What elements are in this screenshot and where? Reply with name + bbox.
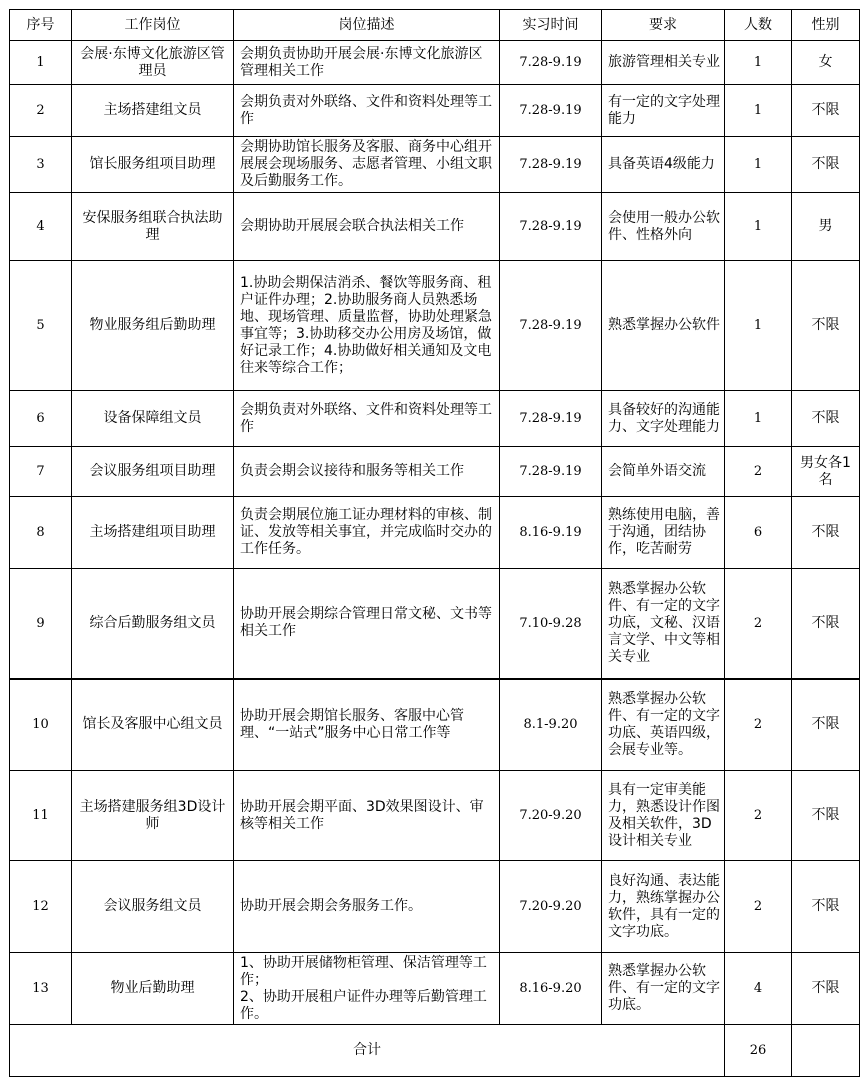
cell-gender: 不限 [792, 679, 860, 771]
cell-position: 主场搭建组项目助理 [72, 497, 234, 569]
cell-position: 馆长及客服中心组文员 [72, 679, 234, 771]
header-cell: 序号 [10, 10, 72, 41]
cell-gender: 不限 [792, 771, 860, 861]
cell-count: 1 [725, 41, 792, 85]
cell-description: 会期负责对外联络、文件和资料处理等工作 [234, 85, 500, 137]
cell-period: 8.16-9.19 [500, 497, 602, 569]
header-cell: 要求 [602, 10, 725, 41]
table-row [10, 861, 860, 953]
cell-count: 2 [725, 861, 792, 953]
cell-position: 会展·东博文化旅游区管理员 [72, 41, 234, 85]
cell-description: 负责会期展位施工证办理材料的审核、制证、发放等相关事宜，并完成临时交办的工作任务。 [234, 497, 500, 569]
cell-position: 综合后勤服务组文员 [72, 569, 234, 679]
cell-number: 4 [10, 193, 72, 261]
cell-gender: 不限 [792, 137, 860, 193]
table-row [10, 569, 860, 679]
cell-requirement: 良好沟通、表达能力，熟练掌握办公软件，具有一定的文字功底。 [602, 861, 725, 953]
cell-period: 7.28-9.19 [500, 193, 602, 261]
cell-period: 7.10-9.28 [500, 569, 602, 679]
cell-position: 设备保障组文员 [72, 391, 234, 447]
table-row [10, 391, 860, 447]
header-cell: 性别 [792, 10, 860, 41]
header-cell: 人数 [725, 10, 792, 41]
table-row [10, 771, 860, 861]
cell-requirement: 旅游管理相关专业 [602, 41, 725, 85]
cell-number: 9 [10, 569, 72, 679]
table-row [10, 953, 860, 1025]
table-row [10, 679, 860, 771]
total-count: 26 [725, 1025, 792, 1077]
cell-position: 馆长服务组项目助理 [72, 137, 234, 193]
cell-description: 协助开展会期平面、3D效果图设计、审核等相关工作 [234, 771, 500, 861]
cell-gender: 不限 [792, 261, 860, 391]
cell-gender: 不限 [792, 497, 860, 569]
cell-gender: 不限 [792, 391, 860, 447]
cell-count: 2 [725, 771, 792, 861]
cell-count: 1 [725, 85, 792, 137]
total-label: 合计 [10, 1025, 725, 1077]
table-row [10, 447, 860, 497]
cell-number: 5 [10, 261, 72, 391]
cell-period: 8.1-9.20 [500, 679, 602, 771]
cell-requirement: 熟悉掌握办公软件 [602, 261, 725, 391]
table-header-row [10, 10, 860, 41]
cell-count: 1 [725, 137, 792, 193]
cell-position: 物业后勤助理 [72, 953, 234, 1025]
table-row [10, 137, 860, 193]
cell-requirement: 熟悉掌握办公软件、有一定的文字功底，文秘、汉语言文学、中文等相关专业 [602, 569, 725, 679]
cell-gender: 不限 [792, 861, 860, 953]
cell-count: 1 [725, 261, 792, 391]
cell-period: 7.20-9.20 [500, 861, 602, 953]
cell-count: 1 [725, 193, 792, 261]
cell-number: 12 [10, 861, 72, 953]
cell-description: 负责会期会议接待和服务等相关工作 [234, 447, 500, 497]
cell-number: 10 [10, 679, 72, 771]
cell-period: 7.28-9.19 [500, 41, 602, 85]
header-cell: 工作岗位 [72, 10, 234, 41]
cell-count: 1 [725, 391, 792, 447]
cell-count: 2 [725, 569, 792, 679]
cell-position: 主场搭建服务组3D设计师 [72, 771, 234, 861]
cell-period: 7.20-9.20 [500, 771, 602, 861]
cell-count: 2 [725, 447, 792, 497]
table-row [10, 85, 860, 137]
cell-description: 1.协助会期保洁消杀、餐饮等服务商、租户证件办理；2.协助服务商人员熟悉场地、现场管理、质量监督，协助处理紧急事宜等；3.协助移交办公用房及场馆，做好记录工作；4.协助做好相关通知及文电往来等综合工作； [234, 261, 500, 391]
total-empty-cell [792, 1025, 860, 1077]
cell-gender: 男女各1名 [792, 447, 860, 497]
cell-position: 会议服务组项目助理 [72, 447, 234, 497]
cell-period: 7.28-9.19 [500, 85, 602, 137]
cell-position: 会议服务组文员 [72, 861, 234, 953]
cell-number: 7 [10, 447, 72, 497]
cell-description: 1、协助开展储物柜管理、保洁管理等工作； 2、协助开展租户证件办理等后勤管理工作。 [234, 953, 500, 1025]
table-row [10, 497, 860, 569]
cell-count: 6 [725, 497, 792, 569]
cell-number: 6 [10, 391, 72, 447]
cell-number: 1 [10, 41, 72, 85]
cell-requirement: 具有一定审美能力，熟悉设计作图及相关软件，3D设计相关专业 [602, 771, 725, 861]
cell-period: 8.16-9.20 [500, 953, 602, 1025]
cell-description: 会期协助馆长服务及客服、商务中心组开展展会现场服务、志愿者管理、小组文职及后勤服务工作。 [234, 137, 500, 193]
cell-requirement: 会使用一般办公软件、性格外向 [602, 193, 725, 261]
cell-requirement: 具备较好的沟通能力、文字处理能力 [602, 391, 725, 447]
header-cell: 实习时间 [500, 10, 602, 41]
header-cell: 岗位描述 [234, 10, 500, 41]
cell-requirement: 有一定的文字处理能力 [602, 85, 725, 137]
cell-period: 7.28-9.19 [500, 391, 602, 447]
cell-period: 7.28-9.19 [500, 137, 602, 193]
cell-position: 安保服务组联合执法助理 [72, 193, 234, 261]
cell-number: 11 [10, 771, 72, 861]
table-row [10, 41, 860, 85]
cell-description: 协助开展会期馆长服务、客服中心管理、“一站式”服务中心日常工作等 [234, 679, 500, 771]
cell-period: 7.28-9.19 [500, 261, 602, 391]
cell-requirement: 具备英语4级能力 [602, 137, 725, 193]
cell-number: 2 [10, 85, 72, 137]
cell-description: 会期协助开展展会联合执法相关工作 [234, 193, 500, 261]
cell-count: 2 [725, 679, 792, 771]
cell-number: 3 [10, 137, 72, 193]
cell-gender: 女 [792, 41, 860, 85]
table-row [10, 193, 860, 261]
cell-description: 会期负责对外联络、文件和资料处理等工作 [234, 391, 500, 447]
cell-requirement: 会简单外语交流 [602, 447, 725, 497]
cell-period: 7.28-9.19 [500, 447, 602, 497]
total-row [10, 1025, 860, 1077]
cell-requirement: 熟悉掌握办公软件、有一定的文字功底、英语四级，会展专业等。 [602, 679, 725, 771]
cell-requirement: 熟悉掌握办公软件、有一定的文字功底。 [602, 953, 725, 1025]
cell-requirement: 熟练使用电脑，善于沟通，团结协作，吃苦耐劳 [602, 497, 725, 569]
cell-description: 会期负责协助开展会展·东博文化旅游区管理相关工作 [234, 41, 500, 85]
cell-position: 主场搭建组文员 [72, 85, 234, 137]
cell-number: 13 [10, 953, 72, 1025]
cell-position: 物业服务组后勤助理 [72, 261, 234, 391]
cell-gender: 不限 [792, 953, 860, 1025]
cell-gender: 男 [792, 193, 860, 261]
cell-count: 4 [725, 953, 792, 1025]
cell-gender: 不限 [792, 85, 860, 137]
table-row [10, 261, 860, 391]
cell-description: 协助开展会期综合管理日常文秘、文书等相关工作 [234, 569, 500, 679]
internship-table [9, 9, 860, 1077]
cell-number: 8 [10, 497, 72, 569]
cell-gender: 不限 [792, 569, 860, 679]
cell-description: 协助开展会期会务服务工作。 [234, 861, 500, 953]
